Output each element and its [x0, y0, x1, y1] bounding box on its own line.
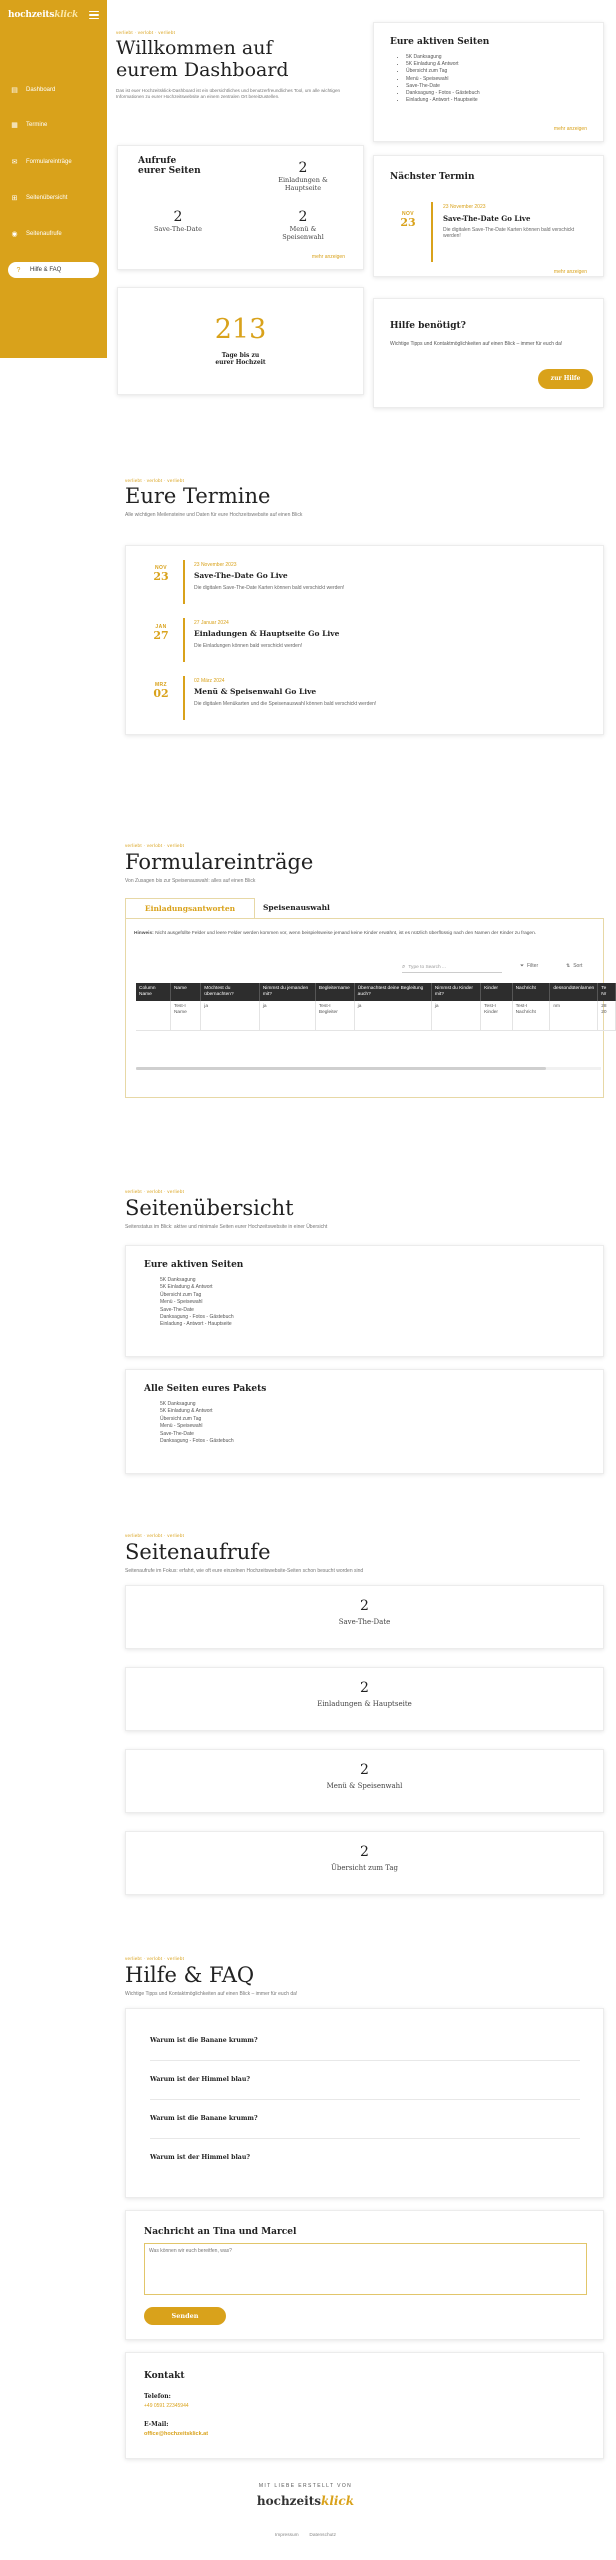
formulare-breadcrumb: verliebt · verlobt · verliebt [125, 843, 185, 848]
table-column-header[interactable]: Nimmst du Kinder mit? [431, 983, 480, 1001]
sidebar-item-seitenaufrufe[interactable] [10, 227, 98, 241]
page-list-item: • Übersicht zum Tag [406, 68, 480, 75]
sort-icon: ⇅ [566, 963, 571, 969]
calendar-icon: ▦ [11, 122, 18, 129]
page-list-item: Save-The-Date [160, 1430, 194, 1437]
next-event-title: Nächster Termin [390, 172, 475, 182]
table-column-header[interactable]: Name [170, 983, 200, 1001]
page-list-item: Menü - Speisewahl [160, 1423, 203, 1430]
page-list-item: Übersicht zum Tag [160, 1291, 202, 1298]
stat-invitations: 2 Einladungen & Hauptseite [278, 160, 328, 192]
table-column-header[interactable]: Te Nr [598, 983, 616, 1001]
sitemap-icon: ⊞ [11, 195, 18, 202]
page-view-label: Save-The-Date [338, 1618, 391, 1626]
dashboard-breadcrumb: verliebt · verlobt · verliebt [116, 30, 176, 35]
countdown-days: 213 [214, 314, 267, 345]
sidebar-item-label: Termine [26, 122, 48, 128]
hilfe-breadcrumb: verliebt · verlobt · verliebt [125, 1956, 185, 1961]
table-cell: ja [354, 1001, 431, 1030]
contact-title: Kontakt [144, 2371, 185, 2381]
sidebar-item-formulare[interactable] [10, 155, 98, 169]
dashboard-icon: ▤ [11, 87, 18, 94]
table-header-row [136, 983, 616, 1001]
help-card [373, 298, 604, 408]
table-cell: Test-I Name [170, 1001, 200, 1030]
table-cell: nm [550, 1001, 598, 1030]
page-view-count: 2 [360, 1598, 369, 1614]
sidebar-item-label: Hilfe & FAQ [30, 267, 62, 273]
page-view-count: 2 [360, 1680, 369, 1696]
sidebar-item-label: Seitenübersicht [26, 195, 68, 201]
page-title: Willkommen auf eurem Dashboard [116, 37, 289, 81]
responses-table-wrap [136, 983, 607, 1063]
sidebar [0, 0, 107, 358]
faq-question[interactable]: Warum ist die Banane krumm? [150, 2115, 258, 2122]
next-event-details: 23 November 2023 Save-The-Date Go Live Die digitalen Save-The-Date Karten können bald verschickt werden! [443, 204, 575, 239]
send-button[interactable]: Senden [144, 2307, 226, 2325]
page-list-item: Einladung - Antwort - Hauptseite [160, 1321, 232, 1328]
event-date: NOV 23 [153, 565, 169, 583]
countdown-label: Tage bis zu eurer Hochzeit [215, 352, 266, 366]
page-list-item: • 5K Einladung & Antwort [406, 61, 480, 68]
table-cell: Test-I Begleiter [315, 1001, 354, 1030]
faq-divider [150, 2099, 580, 2100]
page-list-item: • Einladung - Antwort - Hauptseite [406, 97, 480, 104]
formulare-panel [125, 898, 607, 1098]
seitenaufrufe-breadcrumb: verliebt · verlobt · verliebt [125, 1533, 185, 1538]
stat-save-the-date: 2 Save-The-Date [154, 209, 202, 233]
page-list-item: • 5K Danksagung [406, 54, 480, 61]
help-button[interactable]: zur Hilfe [538, 369, 593, 389]
stat-menu: 2 Menü & Speisenwahl [282, 209, 324, 241]
menu-toggle-icon[interactable] [89, 11, 99, 19]
table-scrollbar[interactable] [136, 1067, 601, 1070]
table-search[interactable] [402, 963, 502, 973]
footer-logo[interactable]: hochzeitsklick [256, 2494, 355, 2508]
active-pages-more-link[interactable]: mehr anzeigen [553, 126, 587, 132]
faq-divider [150, 2060, 580, 2061]
termine-title: Eure Termine [125, 484, 271, 508]
table-column-header[interactable]: Column Name [136, 983, 170, 1001]
termine-subtitle: Alle wichtigen Meilensteine und Daten für eure Hochzeitswebsite auf einen Blick [125, 512, 303, 518]
event-divider [183, 676, 185, 720]
countdown-card [117, 287, 364, 395]
table-column-header[interactable]: Kinder [481, 983, 512, 1001]
phone-link[interactable]: +49 0591 22345944 [144, 2403, 189, 2409]
footer-links [0, 2533, 611, 2538]
event-item: 02 März 2024 Menü & Speisenwahl Go Live Die digitalen Menükarten und die Speisenauswahl können bald verschickt werden! [194, 678, 377, 707]
table-column-header[interactable]: dessondütenlarnen [550, 983, 598, 1001]
footer-made-with: MIT LIEBE ERSTELLT VON [258, 2483, 353, 2489]
page-list-item: • Save-The-Date [406, 83, 480, 90]
active-pages-overview-title: Eure aktiven Seiten [144, 1260, 244, 1270]
sidebar-item-hilfe[interactable] [8, 262, 99, 278]
sidebar-item-dashboard[interactable] [10, 83, 98, 97]
termine-breadcrumb: verliebt · verlobt · verliebt [125, 478, 185, 483]
table-cell: Test-I Kinder [481, 1001, 512, 1030]
table-cell: 28 20 [598, 1001, 616, 1030]
phone-label: Telefon: [144, 2393, 171, 2400]
table-cell: Test-I Nachricht [512, 1001, 550, 1030]
search-input[interactable]: Type to Search ... [408, 965, 446, 970]
next-event-more-link[interactable]: mehr anzeigen [553, 269, 587, 275]
impressum-link[interactable]: Impressum [274, 2533, 299, 2538]
faq-question[interactable]: Warum ist die Banane krumm? [150, 2037, 258, 2044]
active-pages-card [373, 22, 604, 142]
seitenuebersicht-subtitle: Seitenstatus im Blick: aktive und minimale Seiten eurer Hochzeitswebsite in einer Übersicht [125, 1224, 328, 1230]
active-pages-overview-list [160, 1277, 234, 1329]
message-card [125, 2210, 604, 2340]
table-row [136, 1001, 616, 1030]
page-list-item: Danksagung - Fotos - Gästebuch [160, 1314, 234, 1321]
sidebar-item-label: Dashboard [26, 87, 56, 93]
page-list-item: Danksagung - Fotos - Gästebuch [160, 1438, 234, 1445]
package-pages-list [160, 1401, 234, 1445]
hilfe-subtitle: Wichtige Tipps und Kontaktmöglichkeiten auf einen Blick – immer für euch da! [125, 1991, 298, 1997]
termine-card [125, 545, 604, 735]
page-view-count: 2 [360, 1844, 369, 1860]
filter-button[interactable]: ⏷ Filter [520, 963, 539, 969]
page-list-item: Menü - Speisewahl [160, 1299, 203, 1306]
logo[interactable]: hochzeitsklick [8, 10, 79, 20]
faq-divider [150, 2138, 580, 2139]
table-cell: ja [431, 1001, 480, 1030]
help-text: Wichtige Tipps und Kontaktmöglichkeiten auf einen Blick – immer für euch da! [390, 341, 563, 347]
table-column-header[interactable]: Begleitername [315, 983, 354, 1001]
table-cell: ja [259, 1001, 315, 1030]
tab-einladungsantworten[interactable]: Einladungsantworten [125, 898, 255, 918]
page-view-card [125, 1749, 604, 1813]
sidebar-header [8, 8, 99, 22]
formulare-hint: Hinweis: Nicht ausgefüllte Felder und leere Felder werden kommen vor, wenn beispielsweise jemand keine Kinder erwähnt, ist es nützlich überflüssig nach den Namen der Kinder zu fragen. [134, 931, 537, 936]
faq-question[interactable]: Warum ist der Himmel blau? [150, 2076, 250, 2083]
seitenaufrufe-title: Seitenaufrufe [125, 1540, 271, 1564]
next-event-divider [431, 202, 433, 262]
views-more-link[interactable]: mehr anzeigen [311, 254, 345, 260]
next-event-card [373, 155, 604, 277]
event-item: 27 Januar 2024 Einladungen & Hauptseite Go Live Die Einladungen können bald verschickt werden! [194, 620, 340, 649]
event-divider [183, 618, 185, 662]
mail-icon: ✉ [11, 159, 18, 166]
event-item: 23 November 2023 Save-The-Date Go Live Die digitalen Save-The-Date Karten können bald verschickt werden! [194, 562, 345, 591]
seitenaufrufe-subtitle: Seitenaufrufe im Fokus: erfahrt, wie oft eure einzelnen Hochzeitswebsite-Seiten schon besucht worden sind [125, 1568, 364, 1574]
active-pages-list [398, 54, 480, 104]
page-list-item: 5K Einladung & Antwort [160, 1284, 213, 1291]
page-view-count: 2 [360, 1762, 369, 1778]
page-list-item: Save-The-Date [160, 1306, 194, 1313]
help-icon: ? [16, 266, 21, 274]
filter-icon: ⏷ [520, 963, 525, 969]
table-cell [136, 1001, 170, 1030]
package-pages-card [125, 1369, 604, 1474]
dashboard-intro: Das ist euer Hochzeitsklick-Dashboard ist ein übersichtliches und benutzerfreundliches Tool, um alle wichtigen Informationen zu eurer Hochzeitswebsite an einem zentralen Ort bereitzustellen. [116, 88, 341, 99]
formulare-subtitle: Von Zusagen bis zur Speisenauswahl: alles auf einen Blick [125, 878, 256, 884]
page-list-item: Übersicht zum Tag [160, 1415, 202, 1422]
help-title: Hilfe benötigt? [390, 321, 466, 331]
page-list-item: • Menü - Speisewahl [406, 76, 480, 83]
table-column-header[interactable]: Übernachtest deine Begleitung auch? [354, 983, 431, 1001]
sidebar-item-seitenuebersicht[interactable] [10, 191, 98, 205]
active-pages-title: Eure aktiven Seiten [390, 37, 490, 47]
page-view-label: Übersicht zum Tag [330, 1864, 398, 1872]
datenschutz-link[interactable]: Datenschutz [309, 2533, 337, 2538]
sidebar-item-label: Formulareinträge [26, 159, 72, 165]
sidebar-item-label: Seitenaufrufe [26, 231, 62, 237]
email-link[interactable]: office@hochzeitsklick.at [144, 2431, 209, 2437]
contact-card [125, 2352, 604, 2459]
page-list-item: 5K Danksagung [160, 1401, 196, 1407]
page-list-item: • Danksagung - Fotos - Gästebuch [406, 90, 480, 97]
seitenuebersicht-title: Seitenübersicht [125, 1196, 294, 1220]
sidebar-item-termine[interactable] [10, 118, 98, 132]
seitenuebersicht-breadcrumb: verliebt · verlobt · verliebt [125, 1189, 185, 1194]
email-label: E-Mail: [144, 2421, 169, 2428]
next-event-date: NOV 23 [400, 211, 416, 229]
sort-button[interactable]: ⇅ Sort [566, 963, 583, 969]
page-view-card [125, 1831, 604, 1895]
search-icon: ⌕ [402, 964, 406, 970]
table-cell: ja [201, 1001, 260, 1030]
page-view-card [125, 1585, 604, 1649]
page-view-label: Menü & Speisenwahl [326, 1782, 403, 1790]
page-list-item: 5K Einladung & Antwort [160, 1408, 213, 1415]
hilfe-title: Hilfe & FAQ [125, 1963, 255, 1987]
active-pages-overview-card [125, 1245, 604, 1357]
formulare-title: Formulareinträge [125, 850, 314, 874]
tab-speisenauswahl[interactable]: Speisenauswahl [263, 903, 330, 912]
page-list-item: 5K Danksagung [160, 1277, 196, 1283]
formulare-table-panel [125, 918, 607, 1098]
page-view-card [125, 1667, 604, 1731]
page-view-label: Einladungen & Hauptseite [317, 1700, 412, 1708]
table-column-header[interactable]: Möchtest du übernachten? [201, 983, 260, 1001]
event-divider [183, 560, 185, 604]
faq-card [125, 2008, 604, 2198]
message-textarea[interactable] [144, 2243, 587, 2295]
views-card [117, 145, 364, 270]
table-column-header[interactable]: Nachricht [512, 983, 550, 1001]
views-card-title: Aufrufe eurer Seiten [138, 156, 201, 176]
event-date: MRZ 02 [153, 682, 169, 700]
eye-icon: ◉ [11, 231, 18, 238]
table-column-header[interactable]: Nimmst du jemanden mit? [259, 983, 315, 1001]
message-title: Nachricht an Tina und Marcel [144, 2227, 297, 2237]
faq-question[interactable]: Warum ist der Himmel blau? [150, 2154, 250, 2161]
responses-table [136, 983, 616, 1031]
package-pages-title: Alle Seiten eures Pakets [144, 1384, 267, 1394]
event-date: JAN 27 [153, 624, 169, 642]
